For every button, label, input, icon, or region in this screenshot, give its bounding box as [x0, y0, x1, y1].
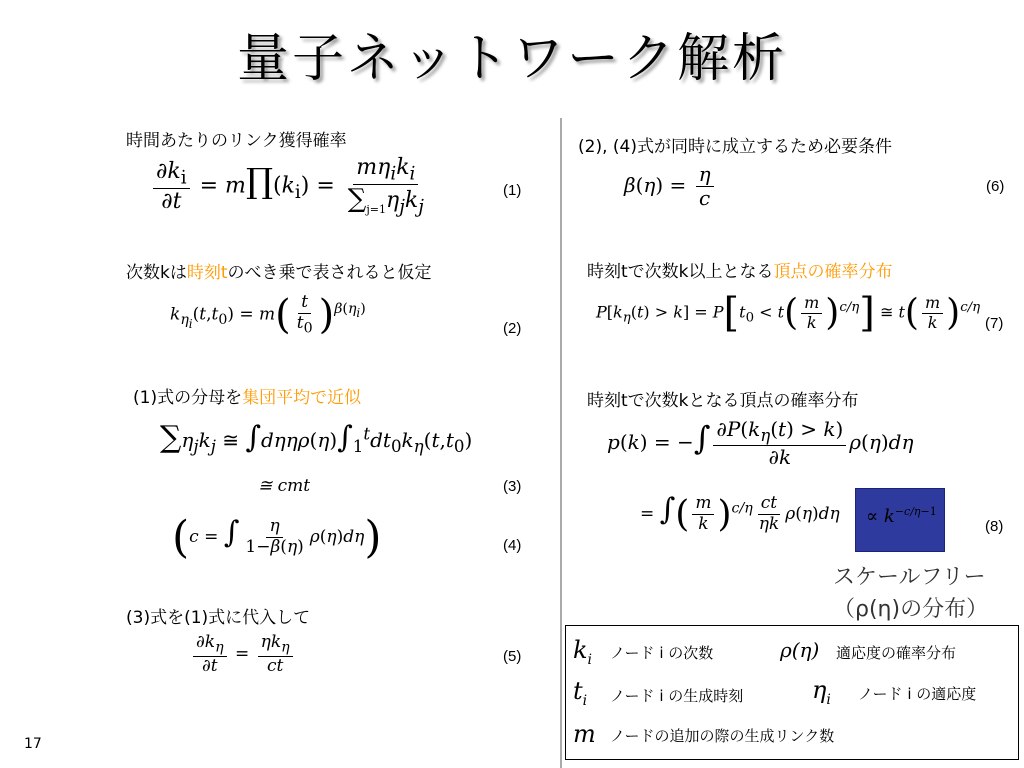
- left-heading-4: (3)式を(1)式に代入して: [126, 608, 311, 628]
- legend-symbol-k: $k_i$: [573, 636, 593, 668]
- equation-number-4: (4): [503, 537, 522, 554]
- legend-t-desc: ノード i の生成時刻: [610, 687, 744, 705]
- equation-3: $\sum\eta_jk_j$ ≅ $\int d\eta\eta\rho(\eta)\int_1^tdt_0k_\eta(t,t_0)$: [160, 420, 473, 456]
- scale-free-label: スケールフリー: [833, 565, 986, 590]
- equation-number-7: (7): [985, 315, 1004, 332]
- legend-symbol-eta: $\eta_i$: [812, 676, 831, 708]
- equation-number-2: (2): [503, 320, 522, 337]
- equation-number-5: (5): [503, 648, 522, 665]
- right-heading-3: 時刻tで次数kとなる頂点の確率分布: [587, 391, 859, 411]
- equation-4: (c = ∫ $\frac{\eta}{1-\beta(\eta)}$ ρ(η)dη): [172, 512, 382, 563]
- right-heading-1: (2), (4)式が同時に成立するため必要条件: [578, 137, 892, 157]
- left-heading-2: 次数kは時刻tのべき乗で表されると仮定: [126, 263, 432, 283]
- legend-eta-desc: ノード i の適応度: [858, 685, 977, 703]
- legend-k-desc: ノード i の次数: [610, 644, 714, 662]
- slide-title: 量子ネットワーク解析: [236, 29, 787, 89]
- page-number: 17: [24, 736, 42, 752]
- equation-7: $P[k_\eta(t) > k] = P[t_0 < t$( $\frac{m}{k}$ )$^{c/\eta}$] ≅ t( $\frac{m}{k}$ )$^{c/\eta}$: [596, 290, 981, 336]
- equation-8a: p(k) = −∫ $\frac{\partial P(k_\eta(t) > k)}{\partial k}$ ρ(η)dη: [607, 417, 914, 470]
- equation-number-6: (6): [986, 178, 1005, 195]
- equation-number-3: (3): [503, 478, 522, 495]
- equation-1: $\frac{\partial k_i}{\partial t}$ = $m\prod(k_i)$ = $\frac{m\eta_ik_i}{\sum_{j=1}\eta_jk_j}$: [150, 155, 430, 218]
- scale-free-sublabel: （ρ(η)の分布）: [833, 597, 989, 622]
- left-heading-3: (1)式の分母を集団平均で近似: [133, 388, 362, 408]
- legend-symbol-m: m: [573, 720, 596, 748]
- equation-8b: = ∫( $\frac{m}{k}$ )$^{c/\eta}$ $\frac{ct}{\eta k}$ ρ(η)dη: [640, 492, 840, 535]
- equation-2: $k_{\eta_i}(t,t_0) = m$( $\frac{t}{t_0}$ )$^{\beta(\eta_i)}$: [170, 292, 366, 338]
- right-heading-2: 時刻tで次数k以上となる頂点の確率分布: [587, 262, 893, 282]
- legend-symbol-rho: ρ(η): [780, 638, 820, 662]
- equation-number-8: (8): [985, 518, 1004, 535]
- left-heading-1: 時間あたりのリンク獲得確率: [126, 131, 347, 151]
- column-divider: [560, 118, 562, 768]
- equation-5: $\frac{\partial k_\eta}{\partial t}$ = $\frac{\eta k_\eta}{ct}$: [190, 633, 296, 676]
- equation-number-1: (1): [503, 182, 522, 199]
- equation-3-approx: ≅ cmt: [258, 476, 311, 496]
- equation-6: β(η) = $\frac{\eta}{c}$: [624, 163, 717, 210]
- proportional-expression: ∝ $k^{-c/\eta-1}$: [866, 505, 937, 527]
- legend-symbol-t: $t_i$: [573, 677, 588, 709]
- legend-rho-desc: 適応度の確率分布: [836, 644, 957, 662]
- legend-m-desc: ノードの追加の際の生成リンク数: [610, 727, 835, 745]
